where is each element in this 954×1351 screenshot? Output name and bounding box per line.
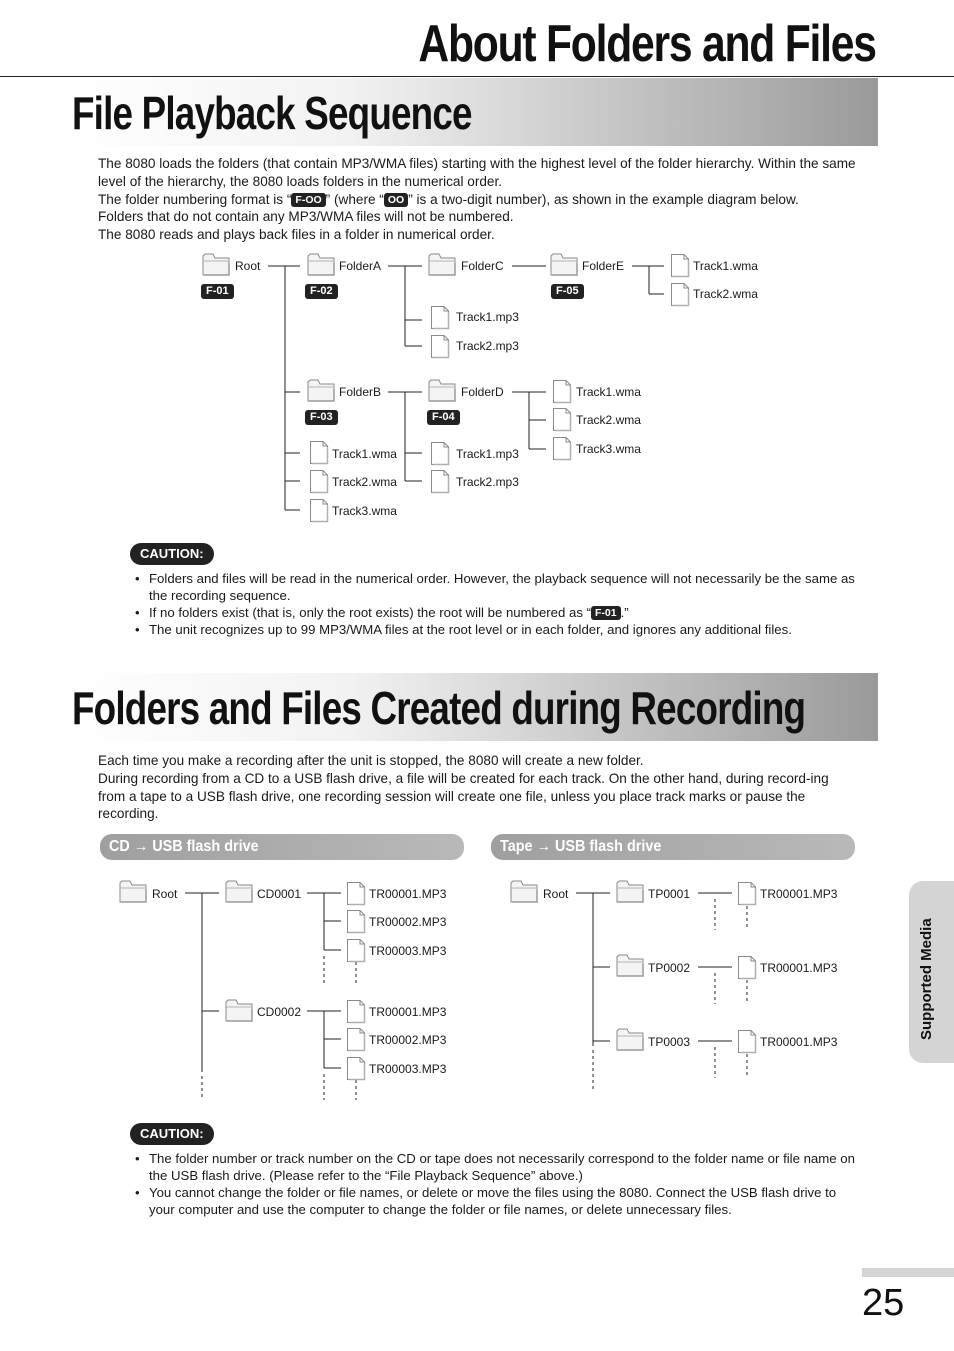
file-icon bbox=[432, 336, 449, 358]
file-label: Track1.wma bbox=[332, 447, 397, 461]
cd-tree-connectors bbox=[185, 893, 341, 1072]
file-label: Track3.wma bbox=[332, 504, 397, 518]
playback-paragraph-1: The 8080 loads the folders (that contain MP3/WMA files) starting with the highest level of the folder hierarchy. Within the same level of the hierarchy, the 8080 loads folders in the numerical order. bbox=[98, 156, 856, 189]
folder-b-label: FolderB bbox=[339, 385, 382, 399]
file-label: TR00001.MP3 bbox=[760, 961, 838, 975]
playback-paragraph-4: The 8080 reads and plays back files in a folder in numerical order. bbox=[98, 227, 495, 243]
file-icon bbox=[554, 438, 571, 460]
caution-item: • The folder number or track number on the CD or tape does not necessarily correspond to the folder name or file name on the USB flash drive. (Please refer to the “File Playback Sequence” above.) bbox=[132, 1150, 862, 1184]
file-icon bbox=[348, 883, 365, 905]
caution-list-playback bbox=[132, 570, 862, 638]
cd-folder-1-icon bbox=[226, 881, 252, 902]
file-icon bbox=[348, 1001, 365, 1023]
folder-number-badge: F-01 bbox=[201, 284, 234, 299]
tape-usb-banner-label: Tape → USB flash drive bbox=[500, 838, 662, 855]
file-icon bbox=[311, 500, 328, 522]
file-label: Track2.wma bbox=[576, 413, 641, 427]
text-segment: ” (where “ bbox=[325, 191, 384, 207]
cd-folder-2-icon bbox=[226, 1000, 252, 1021]
file-icon bbox=[348, 1029, 365, 1051]
recording-paragraph-2: During recording from a CD to a USB flash drive, a file will be created for each track. On the other hand, during record-ing from a tape to a USB flash drive, one recording session will create one file, unless you place track marks or pause the recording. bbox=[98, 770, 829, 822]
file-label: Track1.mp3 bbox=[456, 310, 519, 324]
folder-number-badge: F-05 bbox=[551, 284, 584, 299]
caution-badge: CAUTION: bbox=[130, 1123, 214, 1145]
folder-number-badge: F-04 bbox=[427, 410, 460, 425]
file-icon bbox=[432, 307, 449, 329]
section-title-playback: File Playback Sequence bbox=[72, 87, 472, 139]
folder-a-icon bbox=[308, 254, 334, 275]
file-icon bbox=[739, 1031, 756, 1053]
folder-b-icon bbox=[308, 380, 334, 401]
folder-number-badge: F-03 bbox=[305, 410, 338, 425]
cd-usb-banner bbox=[100, 834, 464, 860]
cd-root-folder-icon bbox=[120, 881, 146, 902]
cd-tree-continuation bbox=[202, 956, 356, 1100]
file-label: Track1.mp3 bbox=[456, 447, 519, 461]
tape-folder-2-icon bbox=[617, 955, 643, 976]
digit-format-badge: OO bbox=[384, 193, 408, 207]
tape-folder-3-label: TP0003 bbox=[648, 1035, 691, 1049]
folder-d-label: FolderD bbox=[461, 385, 504, 399]
tape-root-label: Root bbox=[543, 887, 569, 901]
file-label: Track2.wma bbox=[332, 475, 397, 489]
folder-c-icon bbox=[429, 254, 455, 275]
file-label: TR00001.MP3 bbox=[760, 1035, 838, 1049]
tape-tree-continuation bbox=[593, 899, 747, 1092]
file-label: TR00003.MP3 bbox=[369, 1062, 447, 1076]
cd-usb-banner-label: CD → USB flash drive bbox=[109, 838, 259, 855]
folder-number-badge: F-02 bbox=[305, 284, 338, 299]
file-label: Track2.mp3 bbox=[456, 339, 519, 353]
root-label: Root bbox=[235, 259, 261, 273]
caution-badge: CAUTION: bbox=[130, 543, 214, 565]
page-number-strip bbox=[862, 1268, 954, 1277]
text-segment: If no folders exist (that is, only the root exists) the root will be numbered as “ bbox=[149, 605, 591, 620]
file-label: Track1.wma bbox=[576, 385, 641, 399]
file-icon bbox=[739, 957, 756, 979]
tape-root-folder-icon bbox=[511, 881, 537, 902]
root-number-badge: F-01 bbox=[591, 606, 621, 620]
file-label: Track3.wma bbox=[576, 442, 641, 456]
tape-usb-banner bbox=[491, 834, 855, 860]
text-segment: ” is a two-digit number), as shown in the example diagram below. bbox=[408, 191, 799, 207]
file-icon bbox=[432, 471, 449, 493]
folder-e-label: FolderE bbox=[582, 259, 625, 273]
file-icon bbox=[672, 284, 689, 306]
file-icon bbox=[348, 1058, 365, 1080]
file-label: TR00001.MP3 bbox=[760, 887, 838, 901]
file-icon bbox=[311, 471, 328, 493]
file-icon bbox=[554, 381, 571, 403]
file-label: Track2.wma bbox=[693, 287, 758, 301]
folder-c-label: FolderC bbox=[461, 259, 504, 273]
file-label: TR00002.MP3 bbox=[369, 915, 447, 929]
file-label: TR00003.MP3 bbox=[369, 944, 447, 958]
side-tab-label: Supported Media bbox=[918, 918, 935, 1040]
folder-e-icon bbox=[551, 254, 577, 275]
caution-item: • Folders and files will be read in the numerical order. However, the playback sequence will not necessarily be the same as the recording sequence. bbox=[132, 570, 862, 604]
file-icon bbox=[739, 883, 756, 905]
tape-folder-1-label: TP0001 bbox=[648, 887, 691, 901]
file-icon bbox=[348, 940, 365, 962]
file-label: Track2.mp3 bbox=[456, 475, 519, 489]
file-icon bbox=[432, 443, 449, 465]
file-icon bbox=[554, 409, 571, 431]
caution-list-recording bbox=[132, 1150, 862, 1218]
cd-folder-2-label: CD0002 bbox=[257, 1005, 302, 1019]
caution-item bbox=[132, 604, 862, 621]
caution-item: • You cannot change the folder or file names, or delete or move the files using the 8080. Connect the USB flash drive to your computer and use the computer to change the folder or file names, or delete unnecessary files. bbox=[132, 1184, 862, 1218]
file-label: Track1.wma bbox=[693, 259, 758, 273]
page-number: 25 bbox=[862, 1282, 905, 1324]
file-icon bbox=[311, 442, 328, 464]
file-label: TR00001.MP3 bbox=[369, 887, 447, 901]
playback-paragraph-3: Folders that do not contain any MP3/WMA files will not be numbered. bbox=[98, 209, 514, 225]
folder-d-icon bbox=[429, 380, 455, 401]
file-label: TR00002.MP3 bbox=[369, 1033, 447, 1047]
tape-folder-1-icon bbox=[617, 881, 643, 902]
caution-item: • The unit recognizes up to 99 MP3/WMA files at the root level or in each folder, and ignores any additional files. bbox=[132, 621, 862, 638]
file-icon bbox=[348, 911, 365, 933]
text-segment: .” bbox=[620, 605, 629, 620]
folder-a-label: FolderA bbox=[339, 259, 382, 273]
recording-intro bbox=[98, 752, 858, 823]
folder-format-badge: F-OO bbox=[291, 193, 325, 207]
cd-root-label: Root bbox=[152, 887, 178, 901]
page-title: About Folders and Files bbox=[418, 15, 876, 73]
section-title-recording: Folders and Files Created during Recording bbox=[72, 682, 806, 734]
file-icon bbox=[672, 255, 689, 277]
cd-folder-1-label: CD0001 bbox=[257, 887, 302, 901]
recording-paragraph-1: Each time you make a recording after the unit is stopped, the 8080 will create a new folder. bbox=[98, 753, 644, 768]
file-label: TR00001.MP3 bbox=[369, 1005, 447, 1019]
tape-folder-2-label: TP0002 bbox=[648, 961, 691, 975]
root-folder-icon bbox=[203, 254, 229, 275]
tape-folder-3-icon bbox=[617, 1029, 643, 1050]
text-segment: The folder numbering format is “ bbox=[98, 191, 292, 207]
